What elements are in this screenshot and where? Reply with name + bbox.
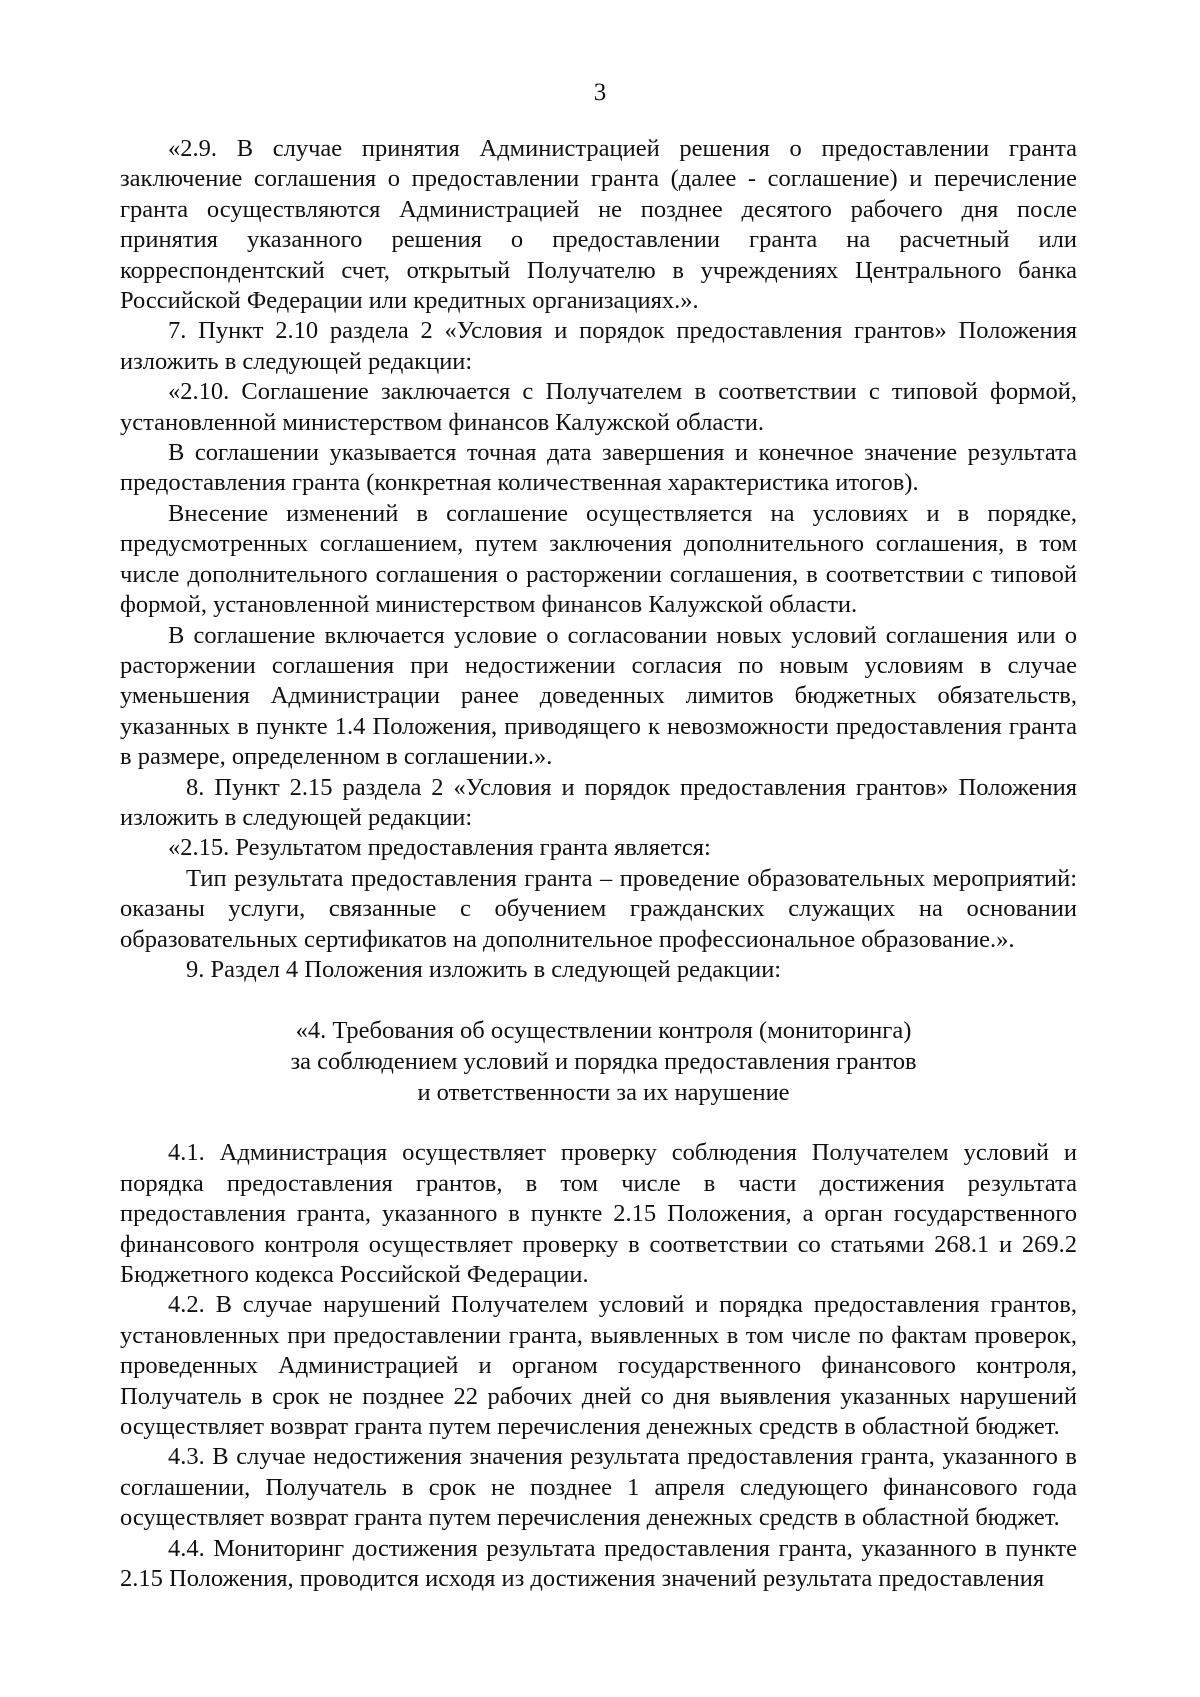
paragraph-item-9: 9. Раздел 4 Положения изложить в следующей редакции: bbox=[186, 955, 782, 983]
paragraph-2-10-date: В соглашении указывается точная дата завершения и конечное значение результата предоставления гранта (конкретная количественная характеристика итогов). bbox=[120, 439, 1077, 497]
page-number: 3 bbox=[593, 79, 607, 106]
spacer bbox=[120, 1108, 1077, 1138]
paragraph-4-3: 4.3. В случае недостижения значения результата предоставления гранта, указанного в соглашении, Получатель в срок не позднее 1 апреля следующего финансового года осуществляет возврат гранта путем перечисления денежных средств в областной бюджет. bbox=[120, 1443, 1077, 1532]
paragraph-item-7: 7. Пункт 2.10 раздела 2 «Условия и порядок предоставления грантов» Положения изложить в следующей редакции: bbox=[120, 317, 1077, 375]
section-heading-line: и ответственности за их нарушение bbox=[417, 1079, 790, 1107]
paragraph-2-15: «2.15. Результатом предоставления гранта является: bbox=[168, 834, 711, 862]
paragraph-4-2: 4.2. В случае нарушений Получателем условий и порядка предоставления грантов, установленных при предоставлении гранта, выявленных в том числе по фактам проверок, проведенных Администрацией и органом государственного финансового контроля, Получатель в срок не позднее 22 рабочих дней со дня выявления указанных нарушений осуществляет возврат гранта путем перечисления денежных средств в областной бюджет. bbox=[120, 1291, 1077, 1441]
paragraph-2-10-changes: Внесение изменений в соглашение осуществляется на условиях и в порядке, предусмотренных соглашением, путем заключения дополнительного соглашения, в том числе дополнительного соглашения о расторжении соглашения, в соответствии с типовой формой, установленной министерством финансов Калужской области. bbox=[120, 499, 1077, 619]
section-heading-line: за соблюдением условий и порядка предоставления грантов bbox=[290, 1048, 917, 1076]
document-body bbox=[120, 134, 1077, 1594]
paragraph-2-10-condition: В соглашение включается условие о согласовании новых условий соглашения или о расторжении соглашения при недостижении согласия по новым условиям в случае уменьшения Администрации ранее доведенных лимитов бюджетных обязательств, указанных в пункте 1.4 Положения, приводящего к невозможности предоставления гранта в размере, определенном в соглашении.». bbox=[120, 621, 1077, 771]
section-4-heading bbox=[120, 1015, 1077, 1108]
paragraph-2-9: «2.9. В случае принятия Администрацией решения о предоставлении гранта заключение соглашения о предоставлении гранта (далее - соглашение) и перечисление гранта осуществляются Администрацией не позднее десятого рабочего дня после принятия указанного решения о предоставлении гранта на расчетный или корреспондентский счет, открытый Получателю в учреждениях Центрального банка Российской Федерации или кредитных организациях.». bbox=[120, 135, 1077, 315]
paragraph-4-4: 4.4. Мониторинг достижения результата предоставления гранта, указанного в пункте 2.15 Положения, проводится исходя из достижения значений результата предоставления bbox=[120, 1534, 1077, 1593]
section-heading-line: «4. Требования об осуществлении контроля (мониторинга) bbox=[295, 1017, 912, 1045]
paragraph-item-8: 8. Пункт 2.15 раздела 2 «Условия и порядок предоставления грантов» Положения изложить в следующей редакции: bbox=[120, 773, 1077, 831]
paragraph-2-10: «2.10. Соглашение заключается с Получателем в соответствии с типовой формой, установленной министерством финансов Калужской области. bbox=[120, 378, 1077, 436]
paragraph-4-1: 4.1. Администрация осуществляет проверку соблюдения Получателем условий и порядка предоставления грантов, в том числе в части достижения результата предоставления гранта, указанного в пункте 2.15 Положения, а орган государственного финансового контроля осуществляет проверку в соответствии со статьями 268.1 и 269.2 Бюджетного кодекса Российской Федерации. bbox=[120, 1139, 1077, 1288]
paragraph-2-15-result-type: Тип результата предоставления гранта – проведение образовательных мероприятий: оказаны услуги, связанные с обучением гражданских служащих на основании образовательных сертификатов на дополнительное профессиональное образование.». bbox=[120, 864, 1077, 953]
spacer bbox=[120, 985, 1077, 1015]
